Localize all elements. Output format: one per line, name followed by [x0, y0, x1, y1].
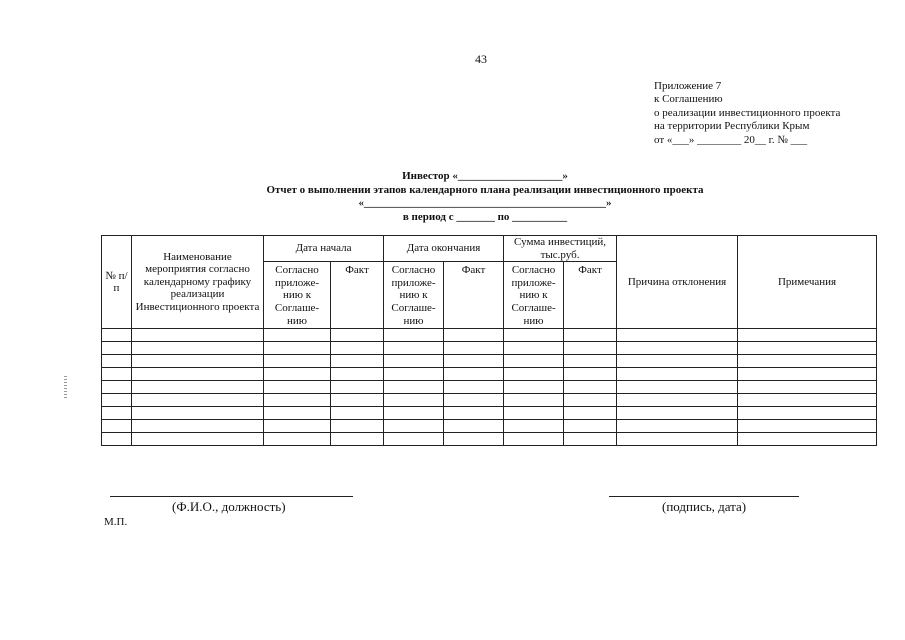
col-reason-header: Причина отклонения [617, 236, 738, 329]
table-cell [102, 355, 132, 368]
table-cell [384, 368, 444, 381]
table-cell [738, 394, 877, 407]
table-cell [504, 407, 564, 420]
scan-artifact [64, 376, 67, 398]
table-cell [264, 381, 331, 394]
table-cell [102, 407, 132, 420]
name-position-label: (Ф.И.О., должность) [172, 499, 286, 514]
table-cell [132, 329, 264, 342]
table-cell [444, 368, 504, 381]
report-heading [100, 170, 870, 224]
table-cell [384, 381, 444, 394]
table-cell [564, 368, 617, 381]
table-cell [444, 433, 504, 446]
table-cell [504, 368, 564, 381]
table-cell [331, 342, 384, 355]
table-cell [738, 368, 877, 381]
table-cell [444, 381, 504, 394]
table-cell [444, 394, 504, 407]
table-cell [102, 368, 132, 381]
table-cell [504, 342, 564, 355]
appendix-block [654, 80, 840, 147]
table-row [102, 420, 877, 433]
table-cell [617, 329, 738, 342]
table-cell [132, 433, 264, 446]
table-cell [331, 394, 384, 407]
table-cell [102, 381, 132, 394]
table-cell [617, 394, 738, 407]
table-cell [617, 368, 738, 381]
table-cell [504, 394, 564, 407]
table-cell [132, 420, 264, 433]
table-row [102, 407, 877, 420]
table-cell [264, 329, 331, 342]
table-row [102, 355, 877, 368]
appendix-line: на территории Республики Крым [654, 120, 810, 133]
table-cell [617, 355, 738, 368]
table-cell [384, 329, 444, 342]
col-notes-header: Примечания [738, 236, 877, 329]
table-cell [264, 420, 331, 433]
period-line: в период с _______ по __________ [402, 210, 568, 223]
table-cell [738, 433, 877, 446]
project-line: «____________________________________________» [358, 197, 612, 210]
table-cell [564, 381, 617, 394]
signature-date-label: (подпись, дата) [662, 499, 747, 514]
table-cell [102, 342, 132, 355]
end-fact-header: Факт [444, 262, 504, 329]
page-number: 43 [475, 52, 487, 66]
table-cell [264, 394, 331, 407]
stamp-label: М.П. [104, 516, 128, 528]
table-cell [564, 407, 617, 420]
table-cell [264, 342, 331, 355]
table-cell [102, 394, 132, 407]
table-cell [331, 420, 384, 433]
table-cell [331, 329, 384, 342]
appendix-line: о реализации инвестиционного проекта [654, 106, 841, 119]
signature-date-line [609, 496, 799, 497]
appendix-line: Приложение 7 [654, 80, 722, 92]
start-fact-header: Факт [331, 262, 384, 329]
table-cell [564, 394, 617, 407]
start-plan-header: Согласно приложе-нию к Соглаше-нию [264, 262, 331, 329]
table-row [102, 368, 877, 381]
table-cell [617, 381, 738, 394]
table-cell [564, 329, 617, 342]
table-cell [331, 381, 384, 394]
table-cell [102, 433, 132, 446]
table-cell [738, 329, 877, 342]
table-cell [132, 355, 264, 368]
report-table [101, 235, 877, 446]
table-cell [444, 420, 504, 433]
table-row [102, 394, 877, 407]
table-cell [564, 420, 617, 433]
table-cell [444, 342, 504, 355]
investor-line: Инвестор «___________________» [402, 170, 568, 182]
appendix-line: от «___» ________ 20__ г. № ___ [654, 133, 808, 146]
table-cell [564, 342, 617, 355]
table-cell [738, 381, 877, 394]
table-cell [738, 420, 877, 433]
group-start-header: Дата начала [264, 236, 384, 262]
table-cell [384, 342, 444, 355]
table-cell [384, 394, 444, 407]
table-cell [132, 407, 264, 420]
table-cell [331, 407, 384, 420]
table-cell [384, 355, 444, 368]
appendix-line: к Соглашению [654, 93, 723, 106]
end-plan-header: Согласно приложе-нию к Соглаше-нию [384, 262, 444, 329]
sum-plan-header: Согласно приложе-нию к Соглаше-нию [504, 262, 564, 329]
table-cell [617, 407, 738, 420]
sum-fact-header: Факт [564, 262, 617, 329]
table-row [102, 329, 877, 342]
table-cell [102, 329, 132, 342]
table-cell [331, 433, 384, 446]
name-signature-line [110, 496, 353, 497]
table-cell [444, 407, 504, 420]
table-cell [102, 420, 132, 433]
table-row [102, 381, 877, 394]
table-cell [738, 355, 877, 368]
table-cell [504, 420, 564, 433]
group-sum-header: Сумма инвестиций, тыс.руб. [504, 236, 617, 262]
table-cell [384, 433, 444, 446]
table-body [102, 329, 877, 446]
table-cell [738, 342, 877, 355]
table-cell [264, 368, 331, 381]
table-cell [331, 368, 384, 381]
table-cell [384, 407, 444, 420]
table-row [102, 433, 877, 446]
table-cell [504, 355, 564, 368]
table-cell [504, 433, 564, 446]
table-cell [617, 342, 738, 355]
table-cell [132, 342, 264, 355]
table-row [102, 342, 877, 355]
report-title: Отчет о выполнении этапов календарного плана реализации инвестиционного проекта [266, 183, 704, 196]
table-cell [264, 433, 331, 446]
table-cell [504, 381, 564, 394]
table-cell [617, 433, 738, 446]
table-cell [564, 355, 617, 368]
group-end-header: Дата окончания [384, 236, 504, 262]
table-cell [444, 355, 504, 368]
table-cell [132, 394, 264, 407]
table-cell [331, 355, 384, 368]
col-number-header: № п/п [102, 236, 132, 329]
table-cell [504, 329, 564, 342]
table-cell [738, 407, 877, 420]
col-name-header: Наименование мероприятия согласно календарному графику реализации Инвестиционного проекта [132, 236, 264, 329]
table-cell [444, 329, 504, 342]
table-cell [564, 433, 617, 446]
table-cell [132, 368, 264, 381]
table-cell [617, 420, 738, 433]
table-cell [264, 355, 331, 368]
table-cell [264, 407, 331, 420]
table-cell [132, 381, 264, 394]
table-cell [384, 420, 444, 433]
